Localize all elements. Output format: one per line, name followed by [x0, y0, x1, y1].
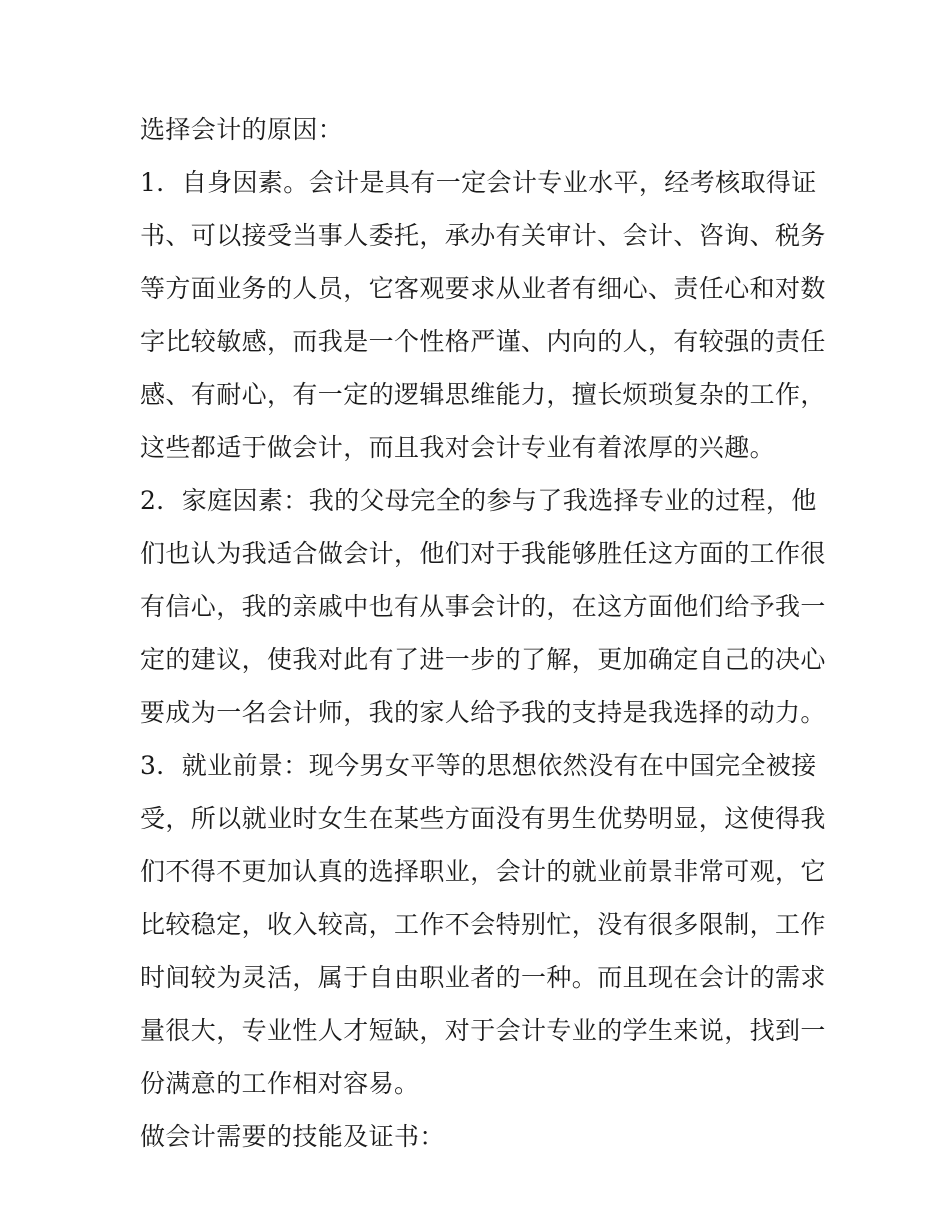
- paragraph-line: 份满意的工作相对容易。: [140, 1069, 420, 1098]
- paragraph-line: 要成为一名会计师，我的家人给予我的支持是我选择的动力。: [140, 698, 826, 727]
- paragraph-line: 2．家庭因素：我的父母完全的参与了我选择专业的过程，他: [140, 486, 817, 515]
- paragraph-line: 比较稳定，收入较高，工作不会特别忙，没有很多限制，工作: [140, 910, 826, 939]
- paragraph-line: 受，所以就业时女生在某些方面没有男生优势明显，这使得我: [140, 804, 826, 833]
- section-heading-reasons: 选择会计的原因：: [140, 115, 344, 144]
- paragraph-line: 们也认为我适合做会计，他们对于我能够胜任这方面的工作很: [140, 539, 826, 568]
- paragraph-line: 书、可以接受当事人委托，承办有关审计、会计、咨询、税务: [140, 221, 826, 250]
- paragraph-line: 等方面业务的人员，它客观要求从业者有细心、责任心和对数: [140, 274, 826, 303]
- section-heading-skills: 做会计需要的技能及证书：: [140, 1122, 445, 1151]
- paragraph-line: 们不得不更加认真的选择职业，会计的就业前景非常可观，它: [140, 857, 826, 886]
- paragraph-line: 定的建议，使我对此有了进一步的了解，更加确定自己的决心: [140, 645, 826, 674]
- paragraph-line: 感、有耐心，有一定的逻辑思维能力，擅长烦琐复杂的工作，: [140, 380, 826, 409]
- paragraph-line: 这些都适于做会计，而且我对会计专业有着浓厚的兴趣。: [140, 433, 776, 462]
- paragraph-line: 时间较为灵活，属于自由职业者的一种。而且现在会计的需求: [140, 963, 826, 992]
- paragraph-line: 1．自身因素。会计是具有一定会计专业水平，经考核取得证: [140, 168, 817, 197]
- paragraph-line: 3．就业前景：现今男女平等的思想依然没有在中国完全被接: [140, 751, 817, 780]
- paragraph-line: 有信心，我的亲戚中也有从事会计的，在这方面他们给予我一: [140, 592, 826, 621]
- document-body: [140, 103, 826, 1163]
- paragraph-line: 字比较敏感，而我是一个性格严谨、内向的人，有较强的责任: [140, 327, 826, 356]
- paragraph-line: 量很大，专业性人才短缺，对于会计专业的学生来说，找到一: [140, 1016, 826, 1045]
